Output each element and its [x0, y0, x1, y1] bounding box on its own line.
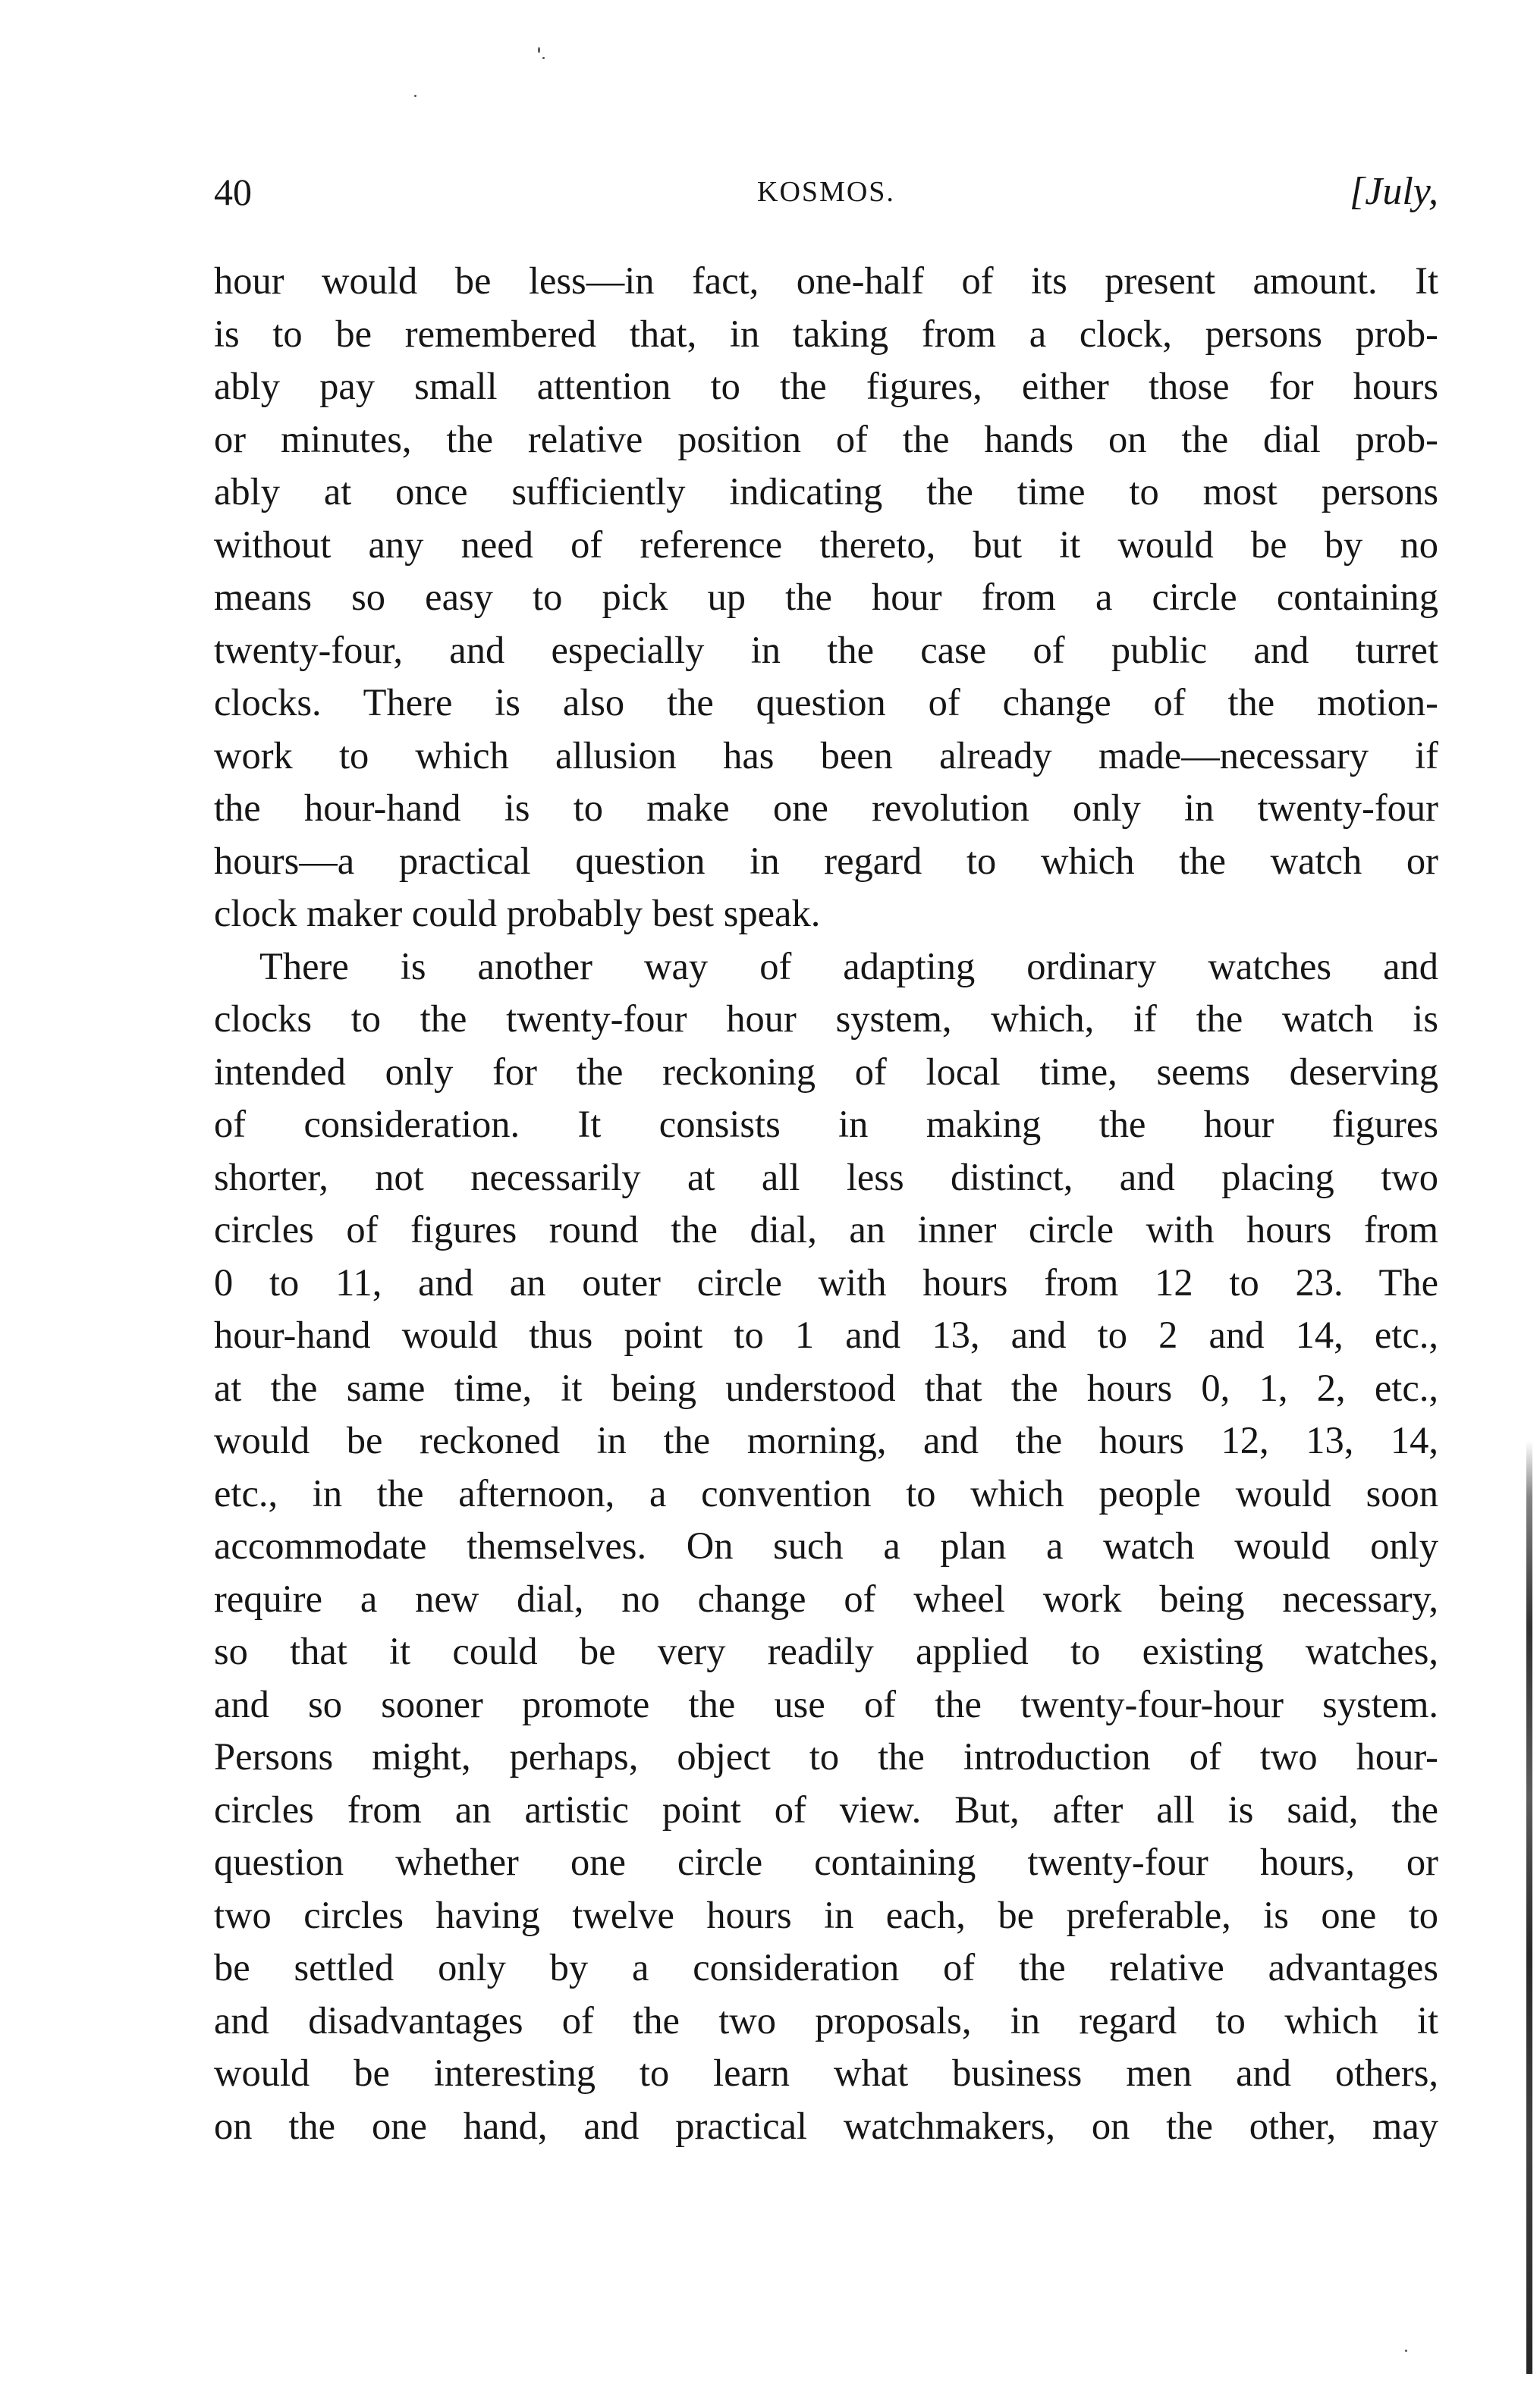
text-line: clocks. There is also the question of change of the motion-: [214, 681, 1438, 724]
page-number: 40: [214, 171, 252, 213]
text-line: clock maker could probably best speak.: [214, 892, 821, 934]
text-line: hour-hand would thus point to 1 and 13, and to 2 and 14, etc.,: [214, 1314, 1438, 1356]
text-line: so that it could be very readily applied to existing watches,: [214, 1630, 1438, 1672]
text-line: There is another way of adapting ordinary watches and: [259, 944, 1438, 987]
scan-speck: [538, 47, 540, 53]
text-line: at the same time, it being understood that the hours 0, 1, 2, etc.,: [214, 1366, 1438, 1409]
text-line: accommodate themselves. On such a plan a watch would only: [214, 1524, 1438, 1567]
text-line: on the one hand, and practical watchmakers, on the other, may: [214, 2104, 1438, 2147]
body-text: [214, 255, 1438, 2152]
text-line: two circles having twelve hours in each, be preferable, is one to: [214, 1893, 1438, 1936]
text-line: twenty-four, and especially in the case of public and turret: [214, 628, 1438, 671]
running-date: [July,: [1350, 170, 1438, 213]
text-line: or minutes, the relative position of the hands on the dial prob-: [214, 417, 1438, 460]
text-line: question whether one circle containing twenty-four hours, or: [214, 1841, 1438, 1883]
text-line: and disadvantages of the two proposals, in regard to which it: [214, 1998, 1438, 2042]
text-line: clocks to the twenty-four hour system, which, if the watch is: [214, 997, 1438, 1040]
text-line: 0 to 11, and an outer circle with hours from 12 to 23. The: [214, 1261, 1438, 1304]
running-title: KOSMOS.: [757, 176, 895, 208]
paragraph-2: [214, 940, 1438, 2153]
paragraph-1: [214, 255, 1438, 940]
text-line: work to which allusion has been already made—necessary if: [214, 733, 1438, 777]
text-line: shorter, not necessarily at all less distinct, and placing two: [214, 1155, 1438, 1198]
text-line: be settled only by a consideration of the relative advantages: [214, 1946, 1438, 1989]
text-line: would be interesting to learn what business men and others,: [214, 2052, 1438, 2094]
text-line: require a new dial, no change of wheel work being necessary,: [214, 1577, 1438, 1620]
text-line: hours—a practical question in regard to which the watch or: [214, 839, 1438, 882]
text-line: ably at once sufficiently indicating the time to most persons: [214, 470, 1438, 513]
text-line: of consideration. It consists in making the hour figures: [214, 1103, 1438, 1145]
running-header: [214, 165, 1438, 218]
page-edge-shadow: [1526, 1441, 1532, 2374]
text-line: ably pay small attention to the figures, either those for hours: [214, 365, 1438, 407]
scan-speck: [1405, 2350, 1407, 2352]
text-line: and so sooner promote the use of the twenty-four-hour system.: [214, 1682, 1438, 1725]
text-line: the hour-hand is to make one revolution only in twenty-four: [214, 786, 1438, 829]
text-line: means so easy to pick up the hour from a circle containing: [214, 576, 1438, 618]
text-line: circles of figures round the dial, an inner circle with hours from: [214, 1208, 1438, 1251]
scan-speck: [542, 57, 545, 59]
text-line: hour would be less—in fact, one-half of its present amount. It: [214, 259, 1438, 302]
text-line: etc., in the afternoon, a convention to which people would soon: [214, 1471, 1438, 1515]
text-line: circles from an artistic point of view. But, after all is said, the: [214, 1788, 1438, 1831]
text-line: is to be remembered that, in taking from a clock, persons prob-: [214, 312, 1438, 355]
text-line: would be reckoned in the morning, and the hours 12, 13, 14,: [214, 1419, 1438, 1461]
scan-speck: [414, 95, 416, 97]
text-line: without any need of reference thereto, but it would be by no: [214, 523, 1438, 566]
text-line: Persons might, perhaps, object to the introduction of two hour-: [214, 1735, 1438, 1778]
text-line: intended only for the reckoning of local time, seems deserving: [214, 1050, 1438, 1093]
